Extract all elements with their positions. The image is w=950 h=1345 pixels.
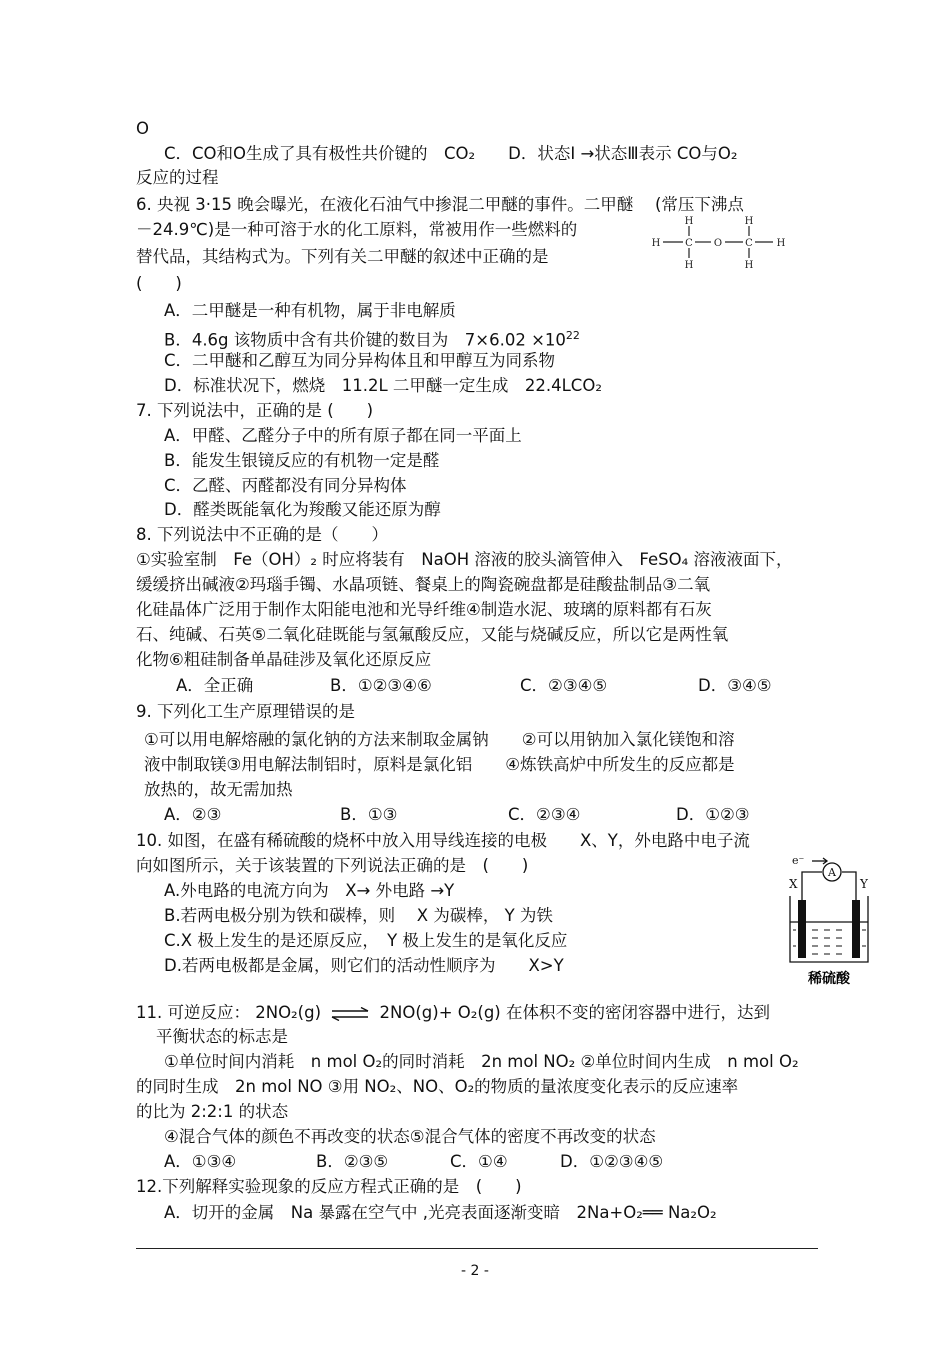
- atom-h-bottom-right: H: [744, 260, 754, 270]
- atom-h-right: H: [776, 238, 786, 249]
- q11-item-4: ④混合气体的颜色不再改变的状态⑤混合气体的密度不再改变的状态: [164, 1127, 656, 1146]
- q9-option-b: B．①③: [340, 805, 398, 824]
- line-o: O: [136, 119, 149, 138]
- q9-stem: 9. 下列化工生产原理错误的是: [136, 702, 355, 721]
- q9-option-c: C．②③④: [508, 805, 581, 824]
- q9-item-1: ①可以用电解熔融的氯化钠的方法来制取金属钠 ②可以用钠加入氯化镁饱和溶: [144, 730, 735, 749]
- q12-option-a: A．切开的金属 Na 暴露在空气中 ,光亮表面逐渐变暗 2Na+O₂══ Na₂O₂: [164, 1203, 717, 1222]
- electrode-y-label: Y: [860, 877, 868, 891]
- q11-option-a: A．①③④: [164, 1152, 237, 1171]
- line-reaction-process: 反应的过程: [136, 168, 219, 187]
- galvanic-cell-diagram: [782, 852, 876, 990]
- q11-stem-1: [136, 1002, 770, 1024]
- atom-c-right: C: [745, 238, 753, 249]
- q6-stem-1: 6. 央视 3·15 晚会曝光，在液化石油气中掺混二甲醚的事件。二甲醚 (常压下沸点: [136, 195, 744, 214]
- q8-item-4: 石、纯碱、石英⑤二氧化硅既能与氢氟酸反应，又能与烧碱反应，所以它是两性氧: [136, 625, 729, 644]
- q8-option-b: B．①②③④⑥: [330, 676, 432, 695]
- q9-option-a: A．②③: [164, 805, 222, 824]
- q9-option-d: D．①②③: [676, 805, 750, 824]
- q10-stem-2: 向如图所示，关于该装置的下列说法正确的是 ( ): [136, 856, 529, 875]
- q6-option-d: D．标准状况下，燃烧 11.2L 二甲醚一定生成 22.4LCO₂: [164, 376, 602, 395]
- q10-stem-1: 10. 如图，在盛有稀硫酸的烧杯中放入用导线连接的电极 X、Y，外电路中电子流: [136, 831, 750, 850]
- q9-item-3: 放热的，故无需加热: [144, 780, 293, 799]
- q6-stem-2: －24.9℃)是一种可溶于水的化工原料，常被用作一些燃料的: [136, 220, 578, 239]
- q10-option-a: A.外电路的电流方向为 X→ 外电路 →Y: [164, 881, 455, 900]
- dimethyl-ether-structure: [645, 214, 795, 270]
- atom-o: O: [713, 238, 723, 249]
- q8-item-5: 化物⑥粗硅制备单晶硅涉及氧化还原反应: [136, 650, 432, 669]
- atom-h-left: H: [651, 238, 661, 249]
- q7-option-b: B．能发生银镜反应的有机物一定是醛: [164, 451, 440, 470]
- reversible-arrow-icon: [330, 1007, 370, 1021]
- electrode-x-label: X: [789, 877, 798, 891]
- q7-stem: 7. 下列说法中，正确的是 ( ): [136, 401, 374, 420]
- q7-option-c: C．乙醛、丙醛都没有同分异构体: [164, 476, 407, 495]
- q11-stem-2: 平衡状态的标志是: [156, 1027, 288, 1046]
- q8-item-1: ①实验室制 Fe（OH）₂ 时应将装有 NaOH 溶液的胶头滴管伸入 FeSO₄ 溶液液面下，: [136, 550, 793, 569]
- q6-stem-3: 替代品，其结构式为。下列有关二甲醚的叙述中正确的是: [136, 247, 549, 266]
- q7-option-d: D．醛类既能氧化为羧酸又能还原为醇: [164, 500, 441, 519]
- q6-option-a: A．二甲醚是一种有机物，属于非电解质: [164, 301, 456, 320]
- page-number: - 2 -: [461, 1263, 489, 1279]
- q7-option-a: A．甲醛、乙醛分子中的所有原子都在同一平面上: [164, 426, 522, 445]
- line-option-cd: C．CO和O生成了具有极性共价键的 CO₂ D．状态Ⅰ →状态Ⅲ表示 CO与O₂: [164, 144, 738, 163]
- q10-option-c: C.X 极上发生的是还原反应， Y 极上发生的是氧化反应: [164, 931, 568, 950]
- q10-option-b: B.若两电极分别为铁和碳棒，则 X 为碳棒， Y 为铁: [164, 906, 553, 925]
- atom-h-bottom-left: H: [684, 260, 694, 270]
- footer-rule: [136, 1248, 818, 1249]
- q11-item-1: ①单位时间内消耗 n mol O₂的同时消耗 2n mol NO₂ ②单位时间内生成 n mol O₂: [164, 1052, 799, 1071]
- q6-option-b-text: B．4.6g 该物质中含有共价键的数目为 7×6.02 ×10: [164, 330, 566, 350]
- q9-item-2: 液中制取镁③用电解法制铝时，原料是氯化铝 ④炼铁高炉中所发生的反应都是: [144, 755, 735, 774]
- q11-option-b: B．②③⑤: [316, 1152, 389, 1171]
- q8-option-c: C．②③④⑤: [520, 676, 608, 695]
- q11-option-d: D．①②③④⑤: [560, 1152, 664, 1171]
- q6-option-c: C．二甲醚和乙醇互为同分异构体且和甲醇互为同系物: [164, 351, 556, 370]
- electron-label: e⁻: [792, 854, 805, 867]
- q11-item-2: 的同时生成 2n mol NO ③用 NO₂、NO、O₂的物质的量浓度变化表示的反应速率: [136, 1077, 739, 1096]
- q8-stem: 8. 下列说法中不正确的是（ ）: [136, 525, 388, 544]
- q6-option-b-exponent: 22: [565, 329, 580, 342]
- ammeter-label: A: [828, 866, 836, 879]
- q6-option-b: [164, 325, 580, 352]
- atom-c-left: C: [685, 238, 693, 249]
- dilute-sulfuric-acid-caption: 稀硫酸: [808, 971, 850, 987]
- q8-item-3: 化硅晶体广泛用于制作太阳能电池和光导纤维④制造水泥、玻璃的原料都有石灰: [136, 600, 712, 619]
- q8-item-2: 缓缓挤出碱液②玛瑙手镯、水晶项链、餐桌上的陶瓷碗盘都是硅酸盐制品③二氧: [136, 575, 711, 594]
- q11-item-3: 的比为 2:2:1 的状态: [136, 1102, 289, 1121]
- atom-h-top-right: H: [744, 216, 754, 227]
- q12-stem: 12.下列解释实验现象的反应方程式正确的是 ( ): [136, 1177, 522, 1196]
- q10-option-d: D.若两电极都是金属，则它们的活动性顺序为 X>Y: [164, 956, 564, 975]
- q11-stem-products: 2NO(g)+ O₂(g) 在体积不变的密闭容器中进行，达到: [379, 1003, 770, 1022]
- q11-stem-reactant: 11. 可逆反应： 2NO₂(g): [136, 1003, 322, 1022]
- atom-h-top-left: H: [684, 216, 694, 227]
- q6-bracket: ( ): [136, 274, 182, 293]
- q8-option-d: D．③④⑤: [698, 676, 772, 695]
- q8-option-a: A．全正确: [176, 676, 254, 695]
- q11-option-c: C．①④: [450, 1152, 508, 1171]
